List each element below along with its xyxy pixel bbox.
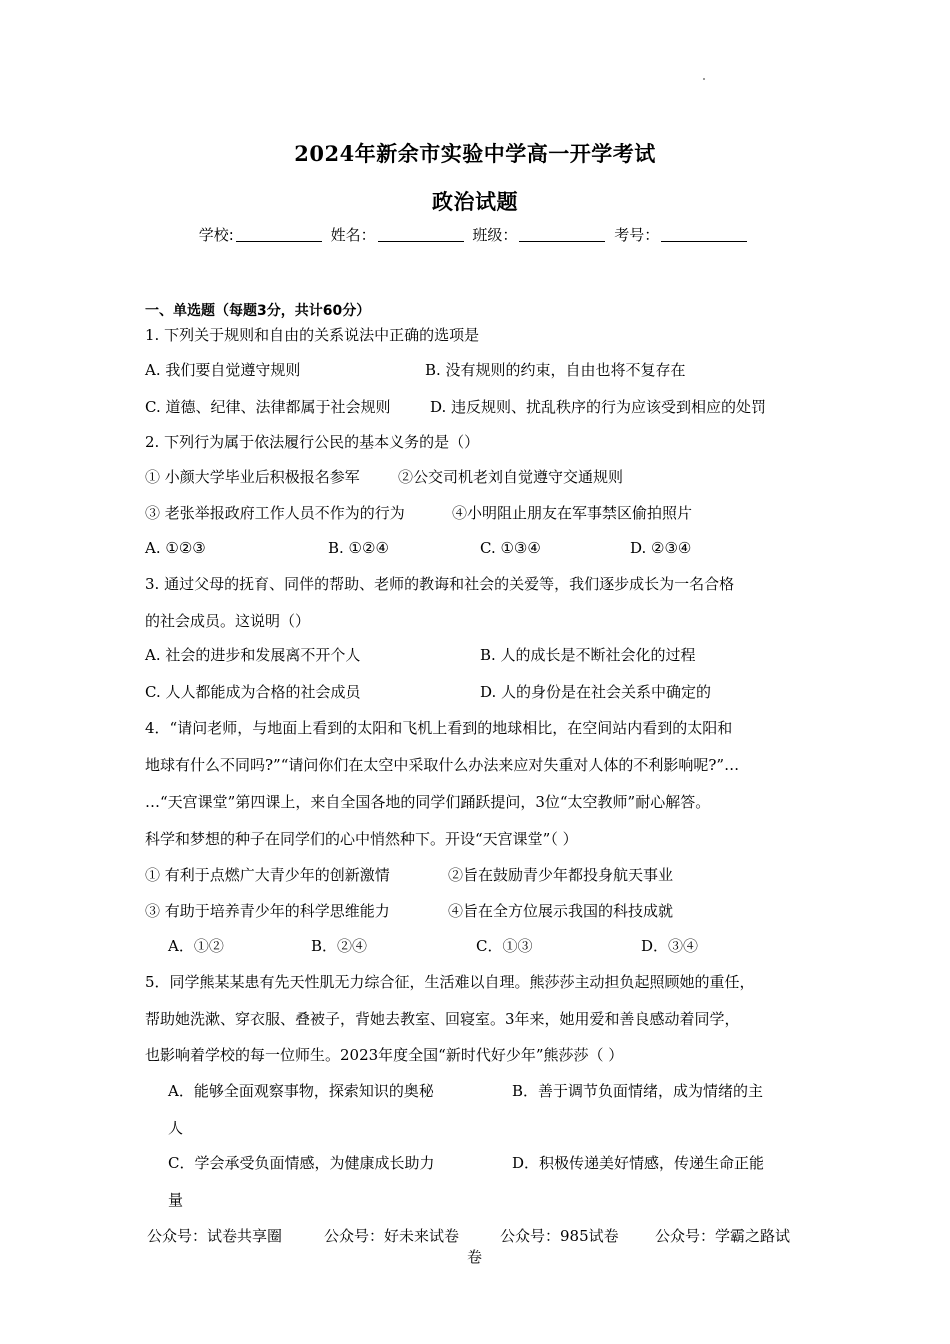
- q5-stem-line-2: 帮助她洗漱、穿衣服、叠被子，背她去教室、回寝室。3年来，她用爱和善良感动着同学，: [145, 1010, 740, 1028]
- q4-stem-line-1: 4．“请问老师，与地面上看到的太阳和飞机上看到的地球相比，在空间站内看到的太阳和: [145, 719, 733, 737]
- q5-option-d[interactable]: D．积极传递美好情感，传递生命正能: [512, 1154, 765, 1172]
- q1-option-c[interactable]: C. 道德、纪律、法律都属于社会规则: [145, 398, 391, 416]
- q4-item-3: ③ 有助于培养青少年的科学思维能力: [145, 902, 390, 920]
- q3-stem-line-1: 3. 通过父母的抚育、同伴的帮助、老师的教诲和社会的关爱等，我们逐步成长为一名合格: [145, 575, 735, 593]
- q2-option-b[interactable]: B. ①②④: [328, 539, 389, 557]
- name-label: 姓名：: [330, 226, 376, 244]
- q2-stem: 2. 下列行为属于依法履行公民的基本义务的是（）: [145, 433, 480, 451]
- q2-item-2: ②公交司机老刘自觉遵守交通规则: [398, 468, 624, 486]
- q4-item-1: ① 有利于点燃广大青少年的创新激情: [145, 866, 390, 884]
- footer-account-3: 公众号：985试卷: [500, 1227, 619, 1245]
- class-blank[interactable]: [519, 227, 605, 242]
- footer-account-4: 公众号：学霸之路试: [655, 1227, 791, 1245]
- q2-item-4: ④小明阻止朋友在军事禁区偷拍照片: [452, 504, 693, 522]
- q2-option-c[interactable]: C. ①③④: [480, 539, 541, 557]
- q5-option-b[interactable]: B．善于调节负面情绪，成为情绪的主: [512, 1082, 764, 1100]
- student-info-row: [0, 224, 950, 245]
- q2-option-d[interactable]: D. ②③④: [630, 539, 692, 557]
- q3-option-a[interactable]: A. 社会的进步和发展离不开个人: [145, 646, 361, 664]
- q4-option-d[interactable]: D．③④: [641, 937, 699, 955]
- footer-wrap: 卷: [467, 1248, 483, 1266]
- q5-option-b-wrap: 人: [168, 1119, 184, 1137]
- q3-option-b[interactable]: B. 人的成长是不断社会化的过程: [480, 646, 696, 664]
- q5-option-c[interactable]: C．学会承受负面情感，为健康成长助力: [168, 1154, 435, 1172]
- school-blank[interactable]: [236, 227, 322, 242]
- exam-number-label: 考号：: [614, 226, 660, 244]
- exam-title: 2024年新余市实验中学高一开学考试: [294, 141, 656, 166]
- q5-stem-line-3: 也影响着学校的每一位师生。2023年度全国“新时代好少年”熊莎莎（ ）: [145, 1046, 624, 1064]
- q4-stem-line-3: …“天宫课堂”第四课上，来自全国各地的同学们踊跃提问，3位“太空教师”耐心解答。: [145, 793, 711, 811]
- q4-option-a[interactable]: A．①②: [168, 937, 224, 955]
- footer-account-1: 公众号：试卷共享圈: [147, 1227, 283, 1245]
- q5-option-a[interactable]: A．能够全面观察事物，探索知识的奥秘: [168, 1082, 434, 1100]
- q4-option-c[interactable]: C．①③: [476, 937, 533, 955]
- q3-option-c[interactable]: C. 人人都能成为合格的社会成员: [145, 683, 361, 701]
- q2-item-3: ③ 老张举报政府工作人员不作为的行为: [145, 504, 405, 522]
- exam-subtitle: 政治试题: [432, 189, 518, 214]
- scan-speck: [703, 78, 705, 80]
- q5-option-d-wrap: 量: [168, 1191, 184, 1209]
- school-label: 学校:: [198, 226, 234, 244]
- q1-option-a[interactable]: A. 我们要自觉遵守规则: [145, 361, 301, 379]
- section-heading: 一、单选题（每题3分，共计60分）: [145, 303, 371, 319]
- q2-option-a[interactable]: A. ①②③: [145, 539, 206, 557]
- q4-item-4: ④旨在全方位展示我国的科技成就: [448, 902, 674, 920]
- q2-item-1: ① 小颜大学毕业后积极报名参军: [145, 468, 360, 486]
- q1-option-d[interactable]: D. 违反规则、扰乱秩序的行为应该受到相应的处罚: [430, 398, 767, 416]
- q4-option-b[interactable]: B．②④: [311, 937, 368, 955]
- q5-stem-line-1: 5．同学熊某某患有先天性肌无力综合征，生活难以自理。熊莎莎主动担负起照顾她的重任，: [145, 973, 755, 991]
- q3-option-d[interactable]: D. 人的身份是在社会关系中确定的: [480, 683, 712, 701]
- q1-stem: 1. 下列关于规则和自由的关系说法中正确的选项是: [145, 326, 480, 344]
- q1-option-b[interactable]: B. 没有规则的约束，自由也将不复存在: [425, 361, 686, 379]
- footer-account-2: 公众号：好未来试卷: [324, 1227, 460, 1245]
- q4-item-2: ②旨在鼓励青少年都投身航天事业: [448, 866, 674, 884]
- exam-number-blank[interactable]: [661, 227, 747, 242]
- class-label: 班级：: [472, 226, 518, 244]
- q3-stem-line-2: 的社会成员。这说明（）: [145, 612, 311, 630]
- q4-stem-line-4: 科学和梦想的种子在同学们的心中悄然种下。开设“天宫课堂”（ ）: [145, 830, 578, 848]
- q4-stem-line-2: 地球有什么不同吗?”“请问你们在太空中采取什么办法来应对失重对人体的不利影响呢?”…: [145, 756, 740, 774]
- name-blank[interactable]: [378, 227, 464, 242]
